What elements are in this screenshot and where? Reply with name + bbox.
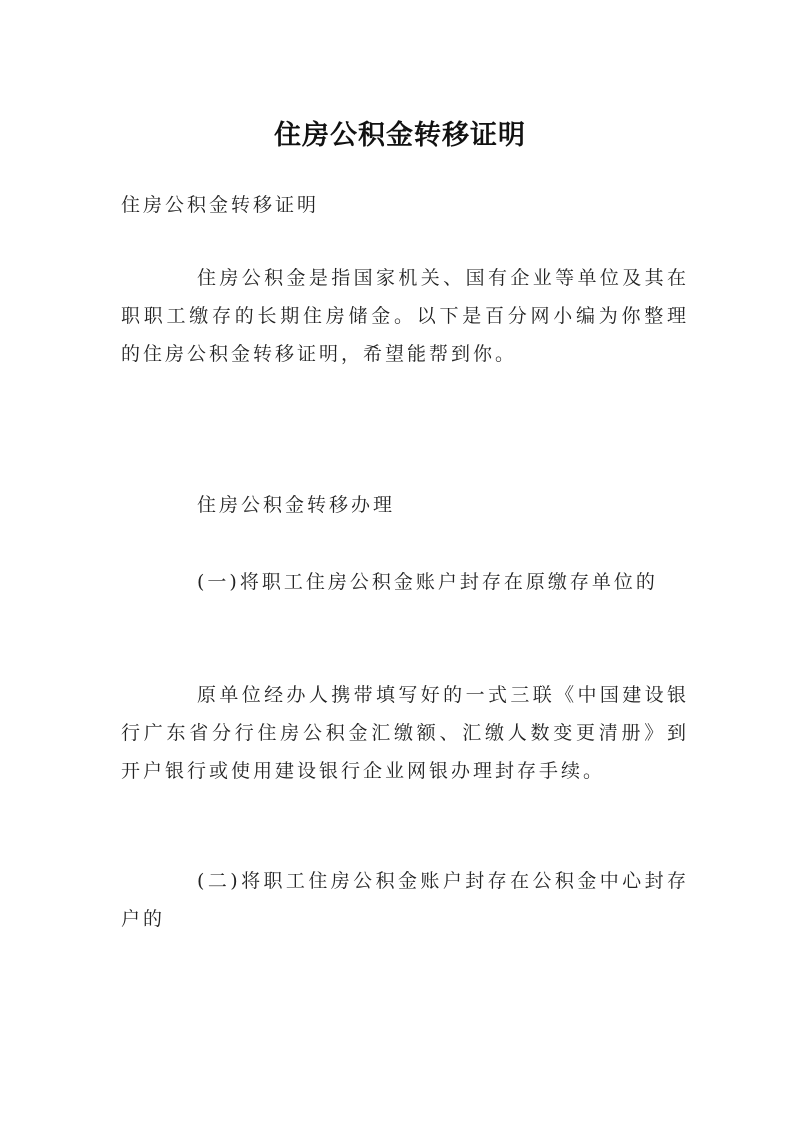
intro-paragraph: 住房公积金是指国家机关、国有企业等单位及其在职职工缴存的长期住房储金。以下是百分网小编为你整理的住房公积金转移证明，希望能帮到你。 (121, 267, 689, 365)
document-title: 住房公积金转移证明 (274, 120, 526, 152)
item-one-body-paragraph: 原单位经办人携带填写好的一式三联《中国建设银行广东省分行住房公积金汇缴额、汇缴人数变更清册》到开户银行或使用建设银行企业网银办理封存手续。 (121, 684, 689, 782)
item-one-heading: (一)将职工住房公积金账户封存在原缴存单位的 (197, 571, 658, 593)
section-heading: 住房公积金转移办理 (197, 494, 396, 516)
document-subtitle: 住房公积金转移证明 (121, 194, 320, 216)
item-two-heading: (二)将职工住房公积金账户封存在公积金中心封存户的 (121, 870, 689, 930)
